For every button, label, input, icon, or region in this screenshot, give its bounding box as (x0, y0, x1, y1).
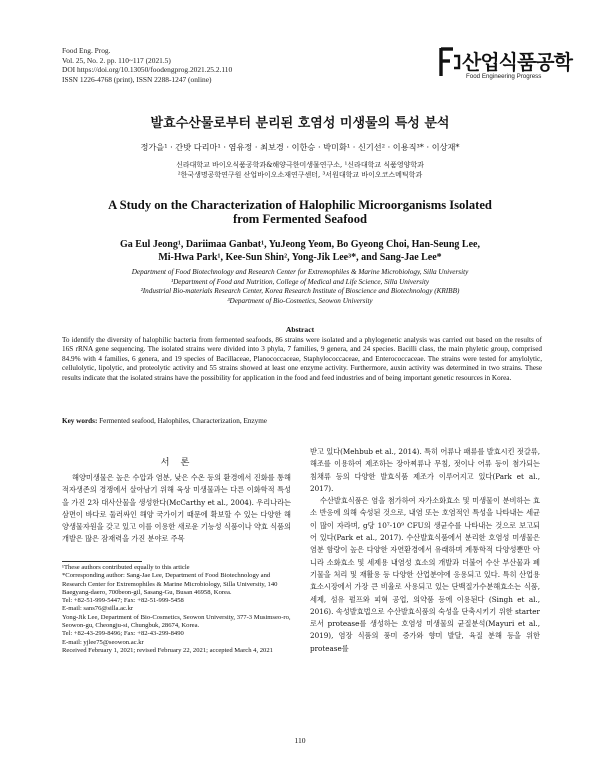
body-paragraph: 수산발효식품은 염을 첨가하여 자가소화효소 및 미생물이 분비하는 효소 반응에 의해 숙성된 것으로, 내염 또는 호염적인 특성을 나타내는 세균이 많이 자라며, g당 10⁷-10⁹ CFU의 생균수를 나타내는 것으로 보고되어 있다(Park et al., 2017). 수산발효식품에서 분리한 호염성 미생물은 염분 함량이 높은 다양한 자연환경에서 유래하며 계통학적 다양성뿐만 아니라 소화효소 및 세제용 내염성 효소의 개발과 더불어 수산 부산물과 폐기물을 처리 및 재활용 등 다양한 산업분야에 응용되고 있다. 특히 산업용 효소시장에서 가장 큰 비율로 사용되고 있는 단백질가수분해효소는 식품, 세제, 섬유 펄프와 피혁 공업, 의약품 등에 이용된다 (Singh et al., 2016). 속성발효법으로 수산발효식품의 숙성을 단축시키기 위한 starter로서 protease를 생성하는 호염성 미생물의 균질분석(Mayuri et al., 2019), 염장 식품의 풍미 증가와 향미 발달, 육질 분해 등을 위한 protease를 (310, 496, 540, 653)
body-paragraph: 받고 있다(Mehbub et al., 2014). 특히 어류나 패류를 발효시킨 젓갈류, 해조를 이용하여 제조하는 장아찌류나 무침, 젓이나 어류 등이 첨가되는 침채류 등의 다양한 발효식품 제조가 이루어지고 있다(Park et al., 2017). (310, 447, 540, 493)
korean-title: 발효수산물로부터 분리된 호염성 미생물의 특성 분석 (150, 116, 450, 131)
journal-volume: Vol. 25, No. 2. pp. 110~117 (2021.5) (62, 55, 171, 65)
footnote-equal-contribution: ¹These authors contributed equally to this article (62, 564, 190, 571)
logo-subtitle: Food Engineering Progress (466, 73, 542, 80)
abstract-text: To identify the diversity of halophilic bacteria from fermented seafoods, 86 strains were isolated and a phylogenetic analysis was carried out based on the results of 16S rRNA gene sequencing. The isolated strains were divided into 3 phyla, 7 families, 9 genera, and 24 species. Bacilli class, the main phyletic group, comprised 84.9% with 4 families, 6 genera, and 19 species of Bacillaceae, Planococcaceae, Staphylococcaceae, and Enterococcaceae. The strains were tested for amylolytic, cellulolytic, lipolytic, and proteolytic activity and 55 strains showed at least one enzyme activity. Furthermore, auxin activity was determined in two strains. These results indicate that the isolated strains have the possibility for application in the food and feed industries and of being important genetic resources in Korea. (62, 336, 542, 382)
footnote-divider (62, 561, 142, 562)
english-affiliation: ³Department of Bio-Cosmetics, Seowon University (227, 296, 373, 305)
section-heading-introduction: 서 론 (160, 457, 194, 468)
footnote-email: E-mail: yjlee75@seowon.ac.kr (62, 638, 144, 646)
english-authors (70, 238, 530, 264)
abstract-heading: Abstract (285, 325, 315, 334)
english-title-line-1: A Study on the Characterization of Halophilic Microorganisms Isolated (108, 198, 492, 212)
korean-affiliations (0, 160, 600, 180)
english-authors-line-1: Ga Eul Jeong¹, Dariimaa Ganbat¹, YuJeong Yeom, Bo Gyeong Choi, Han-Seung Lee, (120, 239, 480, 250)
footnote-contact: Tel: +82-43-299-8496; Fax: +82-43-299-8490 (62, 630, 184, 638)
page-number: 110 (294, 736, 306, 745)
english-affiliations (60, 268, 540, 306)
journal-logo-icon (438, 46, 462, 80)
keywords-list: Fermented seafood, Halophiles, Characterization, Enzyme (99, 417, 267, 425)
english-affiliation: ¹Department of Food and Nutrition, College of Medical and Life Science, Silla University (170, 277, 430, 286)
english-title (80, 198, 520, 226)
left-column-body (62, 472, 291, 546)
journal-logo (438, 46, 572, 86)
body-paragraph: 해양미생물은 높은 수압과 염분, 낮은 수온 등의 환경에서 진화를 통해 적자생존의 경쟁에서 살아남기 위해 육상 미생물과는 다른 이화학적 특성을 가진 2차 대사산물을 생성한다(McCarthy et al., 2004). 우리나라는 삼면이 바다로 둘러싸인 해양 국가이기 때문에 확보할 수 있는 다양한 해양생물자원을 갖고 있고 이를 이용한 새로운 기능성 식품이나 약효 식품의 개발은 많은 잠재력을 가진 분야로 주목 (62, 473, 291, 544)
right-column-body (310, 446, 540, 655)
footnote-contact: Tel: +82-51-999-5447; Fax: +82-51-999-5458 (62, 597, 184, 605)
korean-affiliation-2: ²한국생명공학연구원 산업바이오소재연구센터, ³서원대학교 바이오코스메틱학과 (177, 171, 423, 179)
korean-affiliation-1: 신라대학교 바이오식품공학과&해양극한미생물연구소, ¹신라대학교 식품영양학과 (176, 161, 424, 169)
journal-doi: DOI https://doi.org/10.13050/foodengprog.2021.25.2.110 (62, 65, 233, 75)
footnote-second-author: Yong-Jik Lee, Department of Bio-Cosmetics, Seowon University, 377-3 Musimseo-ro, Seowon-gu, Cheongju-si, Chungbuk, 28674, Korea. (62, 613, 291, 630)
english-affiliation: Department of Food Biotechnology and Research Center for Extremophiles & Marine Microbiology, Silla University (131, 268, 469, 276)
english-affiliation: ²Industrial Bio-materials Research Center, Korea Research Institute of Bioscience and Biotechnology (KRIBB) (140, 287, 460, 296)
english-authors-line-2: Mi-Hwa Park¹, Kee-Sun Shin², Yong-Jik Lee³*, and Sang-Jae Lee* (158, 252, 442, 263)
korean-authors: 정가을¹ · 간밧 다리마¹ · 염유정 · 최보경 · 이한승 · 박미화¹ · 신기선² · 이용직³* · 이상재* (140, 142, 460, 152)
logo-title: 산업식품공학 (462, 50, 572, 74)
journal-header (62, 46, 232, 84)
journal-name: Food Eng. Prog. (62, 46, 111, 55)
footnote-corresponding-author: *Corresponding author: Sang-Jae Lee, Department of Food Biotechnology and Research Center for Extremophiles & Marine Microbiology, Silla University, 140 Baegyang-daero, 700beon-gil, Sasang-Gu, Busan 46958, Korea. (62, 572, 278, 596)
footnote-email: E-mail: sans76@silla.ac.kr (62, 605, 134, 613)
footnotes (62, 564, 294, 655)
footnote-received-dates: Received February 1, 2021; revised February 22, 2021; accepted March 4, 2021 (62, 646, 273, 654)
journal-issn: ISSN 1226-4768 (print), ISSN 2288-1247 (online) (62, 74, 212, 84)
keywords (62, 417, 267, 425)
english-title-line-2: from Fermented Seafood (232, 212, 368, 226)
keywords-label: Key words: (62, 417, 98, 425)
